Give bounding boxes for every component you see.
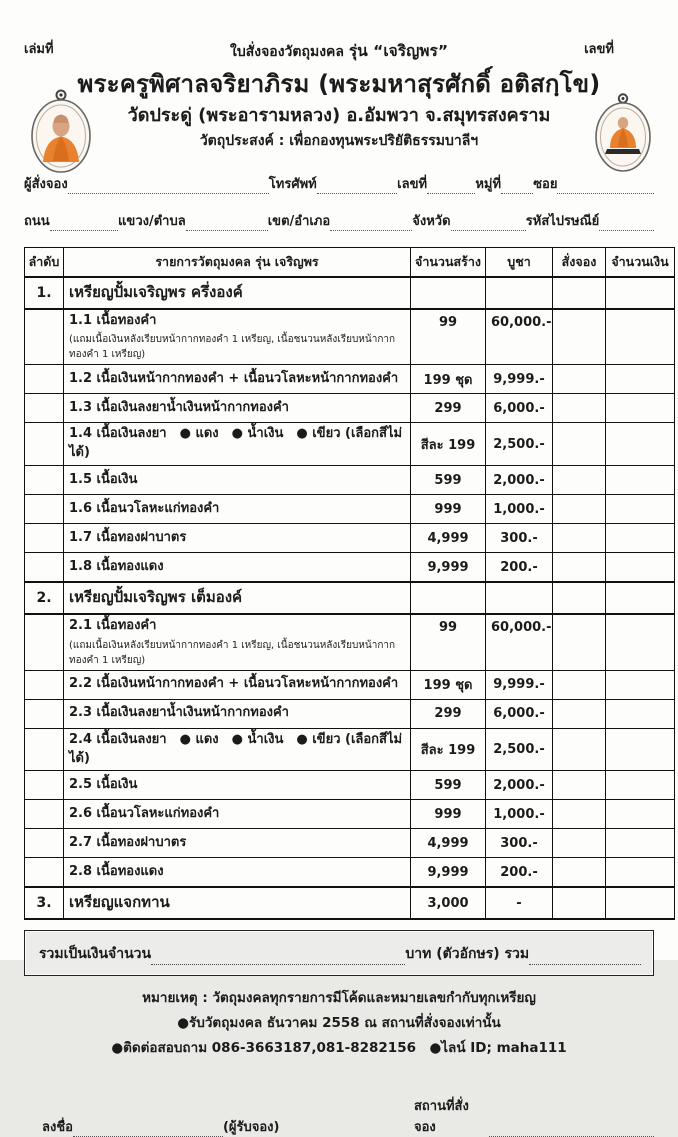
order-cell[interactable] xyxy=(553,771,606,800)
table-row: 2.3 เนื้อเงินลงยาน้ำเงินหน้ากากทองคำ 299 6,000.- xyxy=(25,699,675,728)
order-place-input-line[interactable] xyxy=(489,1122,654,1137)
field-label-district: เขต/อำเภอ xyxy=(267,213,331,229)
table-row: 1.2 เนื้อเงินหน้ากากทองคำ + เนื้อนวโลหะหน้ากากทองคำ 199 ชุด 9,999.- xyxy=(25,365,675,394)
bonus-note: (แถมเนื้อเงินหลังเรียบหน้ากากทองคำ 1 เหรียญ, เนื้อชนวนหลังเรียบหน้ากากทองคำ 1 เหรียญ) xyxy=(69,334,396,361)
table-row: 2. เหรียญปั้มเจริญพร เต็มองค์ xyxy=(25,582,675,614)
amount-cell[interactable] xyxy=(606,423,675,466)
signature-left xyxy=(24,1095,354,1137)
number-label: เลขที่ xyxy=(584,42,614,57)
field-label-postcode: รหัสไปรษณีย์ xyxy=(525,213,600,229)
amount-cell[interactable] xyxy=(606,728,675,771)
doc-title-edition: รุ่น “เจริญพร” xyxy=(348,42,449,60)
buyer-fields xyxy=(24,173,654,231)
signature-right xyxy=(354,1095,654,1137)
table-row: 2.1 เนื้อทองคำ (แถมเนื้อเงินหลังเรียบหน้ากากทองคำ 1 เหรียญ, เนื้อชนวนหลังเรียบหน้ากากทองคำ 1 เหรียญ) 99 60,000.- xyxy=(25,614,675,670)
order-cell[interactable] xyxy=(553,495,606,524)
table-row: 1.1 เนื้อทองคำ (แถมเนื้อเงินหลังเรียบหน้ากากทองคำ 1 เหรียญ, เนื้อชนวนหลังเรียบหน้ากากทองคำ 1 เหรียญ) 99 60,000.- xyxy=(25,309,675,365)
order-cell[interactable] xyxy=(553,614,606,670)
amount-cell[interactable] xyxy=(606,524,675,553)
houseno-input-line[interactable] xyxy=(427,179,475,194)
amount-cell[interactable] xyxy=(606,699,675,728)
order-cell[interactable] xyxy=(553,553,606,583)
field-label-moo: หมู่ที่ xyxy=(475,176,502,192)
table-row: 2.6 เนื้อนวโลหะแก่ทองคำ 999 1,000.- xyxy=(25,800,675,829)
temple-line: วัดประดู่ (พระอารามหลวง) อ.อัมพวา จ.สมุทรสงคราม xyxy=(127,104,551,126)
col-header-item: รายการวัตถุมงคล รุ่น เจริญพร xyxy=(64,247,411,277)
sign-label: ลงชื่อ xyxy=(42,1120,73,1136)
order-cell[interactable] xyxy=(553,277,606,309)
phone-input-line[interactable] xyxy=(317,179,397,194)
buyer-input-line[interactable] xyxy=(68,179,269,194)
buyer-fields-row-2 xyxy=(24,210,654,231)
notes-block xyxy=(24,986,654,1061)
doc-title-prefix: ใบสั่งจองวัตถุมงคล xyxy=(229,44,344,60)
order-cell[interactable] xyxy=(553,858,606,888)
seated-monk-medallion-image xyxy=(592,92,654,178)
order-cell[interactable] xyxy=(553,800,606,829)
signature-row xyxy=(24,1095,654,1137)
order-cell[interactable] xyxy=(553,309,606,365)
amount-cell[interactable] xyxy=(606,829,675,858)
table-row: 1.5 เนื้อเงิน 599 2,000.- xyxy=(25,466,675,495)
soi-input-line[interactable] xyxy=(557,179,654,194)
title-block xyxy=(24,69,654,151)
field-label-soi: ซอย xyxy=(533,176,558,192)
purpose-line: วัตถุประสงค์ : เพื่อกองทุนพระปริยัติธรรมบาลีฯ xyxy=(199,133,479,150)
buyer-fields-row-1 xyxy=(24,173,654,194)
field-label-subdistrict: แขวง/ตำบล xyxy=(118,213,186,229)
doc-title xyxy=(134,38,544,63)
amount-cell[interactable] xyxy=(606,670,675,699)
table-row: 1.8 เนื้อทองแดง 9,999 200.- xyxy=(25,553,675,583)
amount-cell[interactable] xyxy=(606,553,675,583)
col-header-index: ลำดับ xyxy=(25,247,64,277)
field-label-buyer: ผู้สั่งจอง xyxy=(24,176,68,192)
postcode-input-line[interactable] xyxy=(599,216,654,231)
pickup-line: ●รับวัตถุมงคล ธันวาคม 2558 ณ สถานที่สั่งจองเท่านั้น xyxy=(177,1015,501,1032)
table-row: 1.4 เนื้อเงินลงยา ● แดง ● น้ำเงิน ● เขียว (เลือกสีไม่ได้) สีละ 199 2,500.- xyxy=(25,423,675,466)
total-amount-label: รวมเป็นเงินจำนวน xyxy=(39,946,152,963)
field-label-road: ถนน xyxy=(24,213,50,229)
contact-line: ●ติดต่อสอบถาม 086-3663187,081-8282156 ●ไลน์ ID; maha111 xyxy=(111,1040,567,1057)
amount-cell[interactable] xyxy=(606,277,675,309)
amount-cell[interactable] xyxy=(606,309,675,365)
amount-cell[interactable] xyxy=(606,365,675,394)
order-place-label: สถานที่สั่งจอง xyxy=(414,1099,469,1136)
field-label-houseno: เลขที่ xyxy=(397,176,428,192)
table-row: 1.3 เนื้อเงินลงยาน้ำเงินหน้ากากทองคำ 299 6,000.- xyxy=(25,394,675,423)
table-row: 3. เหรียญแจกทาน 3,000 - xyxy=(25,887,675,919)
amount-cell[interactable] xyxy=(606,495,675,524)
order-table xyxy=(24,247,675,920)
order-cell[interactable] xyxy=(553,524,606,553)
district-input-line[interactable] xyxy=(330,216,412,231)
amount-cell[interactable] xyxy=(606,771,675,800)
order-cell[interactable] xyxy=(553,670,606,699)
province-input-line[interactable] xyxy=(451,216,526,231)
field-label-province: จังหวัด xyxy=(412,213,451,229)
moo-input-line[interactable] xyxy=(501,179,533,194)
order-cell[interactable] xyxy=(553,887,606,919)
table-row: 1.6 เนื้อนวโลหะแก่ทองคำ 999 1,000.- xyxy=(25,495,675,524)
col-header-price: บูชา xyxy=(486,247,553,277)
road-input-line[interactable] xyxy=(50,216,118,231)
bonus-note: (แถมเนื้อเงินหลังเรียบหน้ากากทองคำ 1 เหรียญ, เนื้อชนวนหลังเรียบหน้ากากทองคำ 1 เหรียญ) xyxy=(69,639,396,666)
order-cell[interactable] xyxy=(553,829,606,858)
order-cell[interactable] xyxy=(553,699,606,728)
monk-name-title: พระครูพิศาลจริยาภิรม (พระมหาสุรศักดิ์ อติสกฺโข) xyxy=(77,70,601,98)
table-row: 2.2 เนื้อเงินหน้ากากทองคำ + เนื้อนวโลหะหน้ากากทองคำ 199 ชุด 9,999.- xyxy=(25,670,675,699)
remark-line: หมายเหตุ : วัตถุมงคลทุกรายการมีโค้ดและหมายเลขกำกับทุกเหรียญ xyxy=(142,990,536,1007)
amount-cell[interactable] xyxy=(606,614,675,670)
amount-cell[interactable] xyxy=(606,582,675,614)
table-row: 1.7 เนื้อทองฝาบาตร 4,999 300.- xyxy=(25,524,675,553)
amount-cell[interactable] xyxy=(606,466,675,495)
total-summary-box xyxy=(24,930,654,976)
volume-label: เล่มที่ xyxy=(24,42,54,57)
table-row: 2.7 เนื้อทองฝาบาตร 4,999 300.- xyxy=(25,829,675,858)
order-cell[interactable] xyxy=(553,365,606,394)
table-row: 2.5 เนื้อเงิน 599 2,000.- xyxy=(25,771,675,800)
order-cell[interactable] xyxy=(553,728,606,771)
subdistrict-input-line[interactable] xyxy=(186,216,268,231)
table-row: 2.8 เนื้อทองแดง 9,999 200.- xyxy=(25,858,675,888)
total-amount-input-line[interactable] xyxy=(151,950,405,965)
col-header-qty: จำนวนสร้าง xyxy=(411,247,486,277)
col-header-order: สั่งจอง xyxy=(553,247,606,277)
top-line xyxy=(24,38,654,63)
order-cell[interactable] xyxy=(553,394,606,423)
amount-cell[interactable] xyxy=(606,858,675,888)
total-sum-input-line[interactable] xyxy=(529,950,641,965)
monk-bust-medallion-image xyxy=(28,88,94,178)
baht-text-label: บาท (ตัวอักษร) รวม xyxy=(405,946,530,963)
signature-input-line[interactable] xyxy=(73,1122,223,1137)
amount-cell[interactable] xyxy=(606,887,675,919)
field-label-phone: โทรศัพท์ xyxy=(268,176,317,192)
table-row: 1. เหรียญปั้มเจริญพร ครึ่งองค์ xyxy=(25,277,675,309)
table-header-row xyxy=(25,247,675,277)
receiver-label: (ผู้รับจอง) xyxy=(222,1120,280,1136)
order-cell[interactable] xyxy=(553,466,606,495)
order-cell[interactable] xyxy=(553,582,606,614)
amount-cell[interactable] xyxy=(606,800,675,829)
amount-cell[interactable] xyxy=(606,394,675,423)
col-header-amount: จำนวนเงิน xyxy=(606,247,675,277)
order-cell[interactable] xyxy=(553,423,606,466)
table-row: 2.4 เนื้อเงินลงยา ● แดง ● น้ำเงิน ● เขียว (เลือกสีไม่ได้) สีละ 199 2,500.- xyxy=(25,728,675,771)
